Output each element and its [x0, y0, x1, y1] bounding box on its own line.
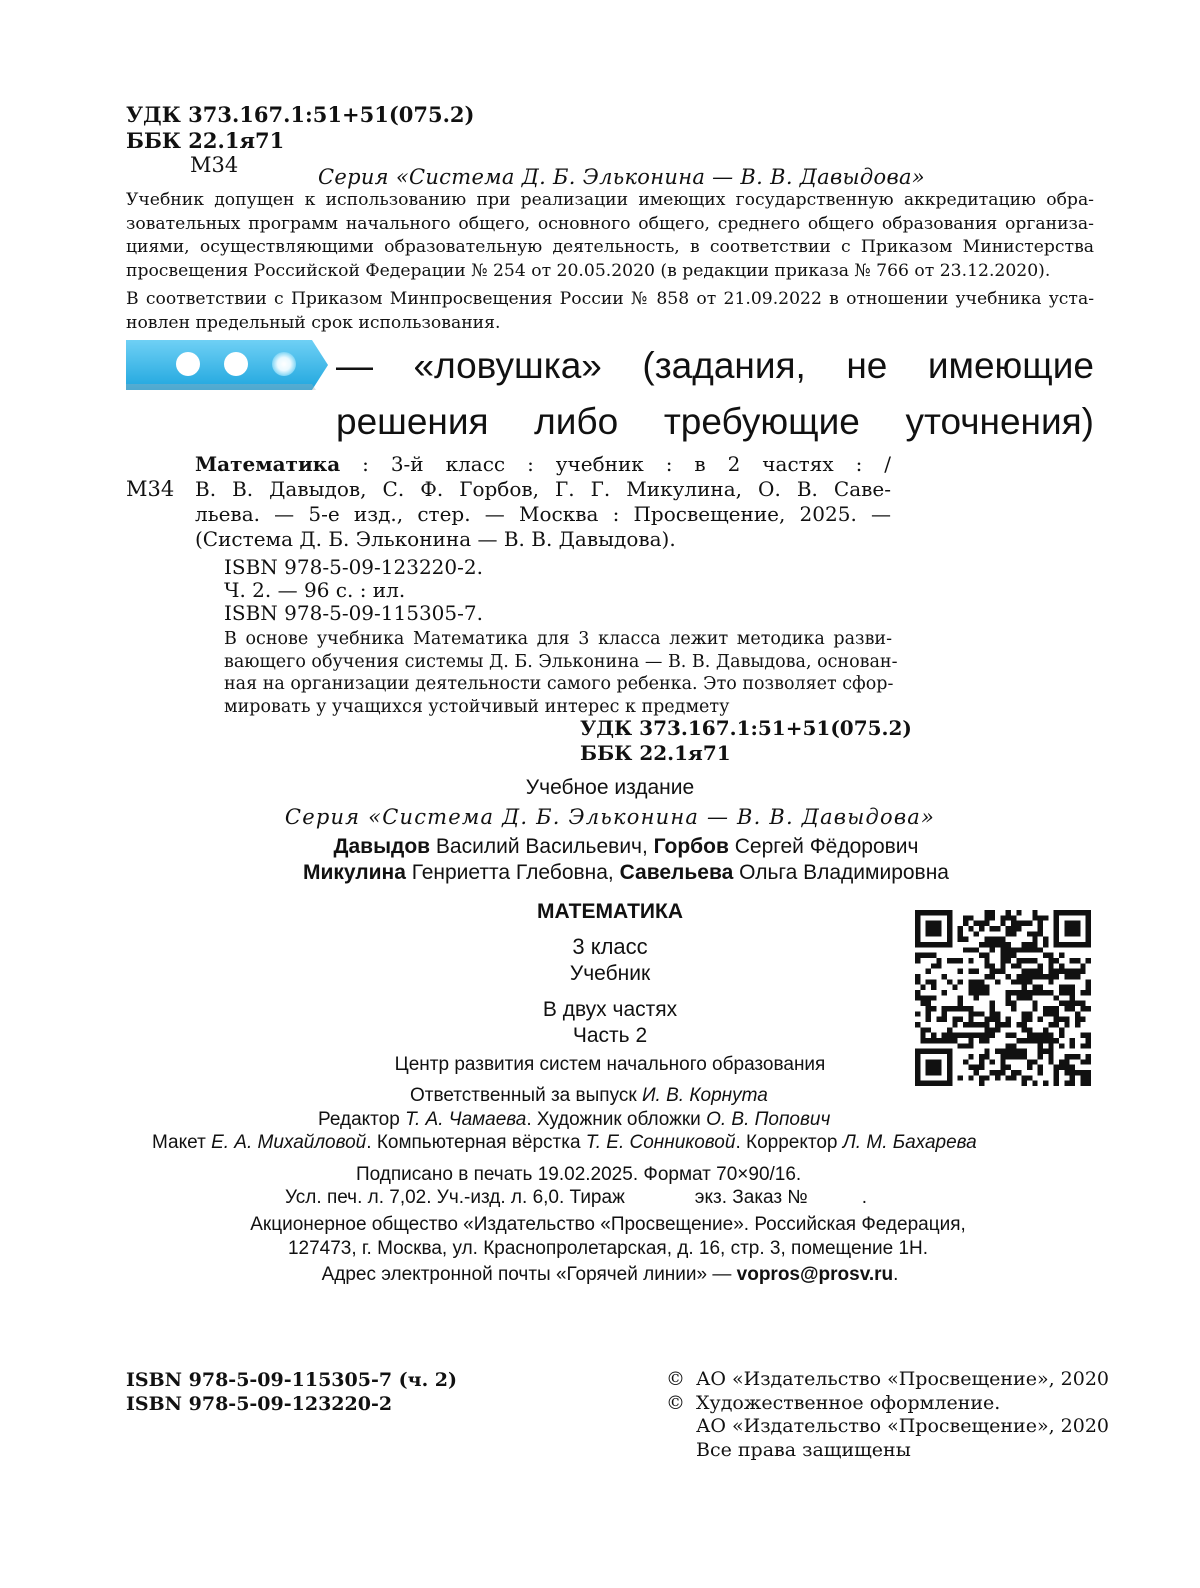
abstract: [224, 628, 898, 718]
credit-name: О. В. Попович: [706, 1109, 831, 1130]
credit-name: И. В. Корнута: [641, 1085, 768, 1106]
hotline-email: [0, 1264, 1200, 1286]
authors-line: [0, 860, 1200, 886]
copyright-symbol: ©: [666, 1391, 685, 1414]
isbn-line: ISBN 978-5-09-115305-7.: [224, 601, 483, 625]
credit-label: . Художник обложки: [526, 1109, 707, 1130]
credit-label: . Корректор: [735, 1132, 843, 1153]
copyright-text: АО «Издательство «Просвещение», 2020: [696, 1368, 1109, 1390]
bib-title-rest: : 3-й класс : учебник : в 2 частях : /: [340, 452, 891, 476]
copyright-text: АО «Издательство «Просвещение», 2020: [696, 1415, 1109, 1437]
trap-legend-line: — «ловушка» (задания, не имеющие: [336, 345, 1094, 386]
author-mark-top: М34: [190, 153, 239, 177]
credit-name: Л. М. Бахарева: [842, 1132, 977, 1153]
publisher-address: [0, 1213, 1200, 1260]
book-title: МАТЕМАТИКА: [537, 900, 683, 923]
print-sheets: [285, 1187, 867, 1209]
author-last-name: Горбов: [653, 835, 729, 858]
credit-editor: [318, 1109, 830, 1131]
isbn-line: Ч. 2. — 96 с. : ил.: [224, 578, 406, 602]
admission-line: просвещения Российской Федерации № 254 от 20.05.2020 (в редакции приказа № 766 от 23.12.2020).: [126, 260, 1051, 281]
copyright-line: [666, 1368, 1109, 1392]
credit-name: Е. А. Михайловой: [211, 1132, 367, 1153]
bib-line: В. В. Давыдов, С. Ф. Горбов, Г. Г. Микулина, О. В. Саве-: [195, 477, 891, 501]
term-line: новлен предельный срок использования.: [126, 312, 501, 333]
credit-name: Т. А. Чамаева: [405, 1109, 527, 1130]
development-center: Центр развития систем начального образования: [394, 1054, 826, 1075]
footer-isbn-line: ISBN 978-5-09-115305-7 (ч. 2): [126, 1369, 458, 1391]
author-mark-bib: М34: [126, 477, 175, 501]
author-last-name: Микулина: [302, 861, 406, 884]
author-first-name: Генриетта Глебовна,: [405, 861, 620, 884]
rights-text: Все права защищены: [696, 1438, 911, 1461]
authors: [0, 834, 1200, 886]
udk-code: УДК 373.167.1:51+51(075.2): [580, 716, 912, 740]
footer-isbn: [126, 1368, 457, 1416]
copyright-line: [666, 1415, 1109, 1439]
trap-icon: [126, 340, 328, 390]
credit-responsible: [410, 1085, 768, 1107]
udk-bbk-bottom: [580, 716, 912, 766]
print-sheets-text: Усл. печ. л. 7,02. Уч.-изд. л. 6,0. Тираж: [285, 1187, 625, 1208]
publisher-line: 127473, г. Москва, ул. Краснопролетарская, д. 16, стр. 3, помещение 1Н.: [287, 1237, 929, 1259]
admission-line: Учебник допущен к использованию при реализации имеющих государственную аккредитацию обра-: [126, 190, 1094, 210]
edition-type: Учебное издание: [525, 776, 695, 799]
trap-dot: [272, 352, 296, 376]
email-label: Адрес электронной почты «Горячей линии» —: [321, 1264, 737, 1285]
email-link[interactable]: vopros@prosv.ru: [736, 1264, 894, 1285]
authors-line: [0, 834, 1200, 860]
credit-label: Ответственный за выпуск: [410, 1085, 642, 1106]
abstract-line: В основе учебника Математика для 3 класса лежит методика разви-: [224, 629, 892, 649]
series-title: Серия «Система Д. Б. Эльконина — В. В. Давыдова»: [284, 805, 936, 829]
credit-label: Редактор: [318, 1109, 406, 1130]
bib-line: (Система Д. Б. Эльконина — В. В. Давыдова).: [195, 527, 676, 551]
admission-line: зовательных программ начального общего, основного общего, среднего общего образования организа-: [126, 213, 1094, 234]
author-first-name: Ольга Владимировна: [733, 861, 949, 884]
email-end: .: [893, 1264, 899, 1285]
credit-label: . Компьютерная вёрстка: [366, 1132, 586, 1153]
bibliographic-record: [195, 452, 891, 552]
parts-count: В двух частях: [542, 998, 678, 1021]
bbk-code: ББК 22.1я71: [580, 741, 731, 765]
author-first-name: Сергей Фёдорович: [728, 835, 919, 858]
credit-layout: [152, 1132, 977, 1154]
author-last-name: Давыдов: [333, 835, 431, 858]
grade: 3 класс: [572, 934, 648, 959]
copyright-block: [666, 1368, 1109, 1462]
abstract-line: вающего обучения системы Д. Б. Эльконина — В. В. Давыдова, основан-: [224, 651, 898, 672]
print-copies-text: экз. Заказ №: [694, 1187, 808, 1208]
copyright-line: [666, 1392, 1109, 1416]
trap-legend-line: решения либо требующие уточнения): [336, 401, 1094, 442]
book-kind: Учебник: [569, 962, 651, 985]
series-title-top: Серия «Система Д. Б. Эльконина — В. В. Давыдова»: [318, 165, 925, 189]
credit-label: Макет: [152, 1132, 212, 1153]
trap-dot: [176, 352, 200, 376]
trap-dot: [224, 352, 248, 376]
copyright-text: Художественное оформление.: [696, 1391, 1001, 1414]
footer-isbn-line: ISBN 978-5-09-123220-2: [126, 1393, 393, 1415]
isbn-line: ISBN 978-5-09-123220-2.: [224, 555, 483, 579]
abstract-line: ная на организации деятельности самого ребенка. Это позволяет сфор-: [224, 674, 894, 694]
part-number: Часть 2: [572, 1024, 648, 1047]
bib-title: Математика: [195, 452, 341, 476]
author-last-name: Савельева: [619, 861, 734, 884]
bbk-code: ББК 22.1я71: [126, 128, 285, 153]
print-signed: Подписано в печать 19.02.2025. Формат 70×90/16.: [356, 1164, 802, 1185]
copyright-symbol: ©: [666, 1368, 685, 1390]
bib-line-title: [195, 452, 891, 477]
qr-code-icon[interactable]: [915, 910, 1091, 1086]
publisher-line: Акционерное общество «Издательство «Просвещение». Российская Федерация,: [250, 1214, 966, 1235]
author-first-name: Василий Васильевич,: [430, 835, 654, 858]
isbn-list: [224, 556, 483, 625]
print-end: .: [861, 1187, 868, 1208]
term-line: В соответствии с Приказом Минпросвещения России № 858 от 21.09.2022 в отношении учебника уста-: [126, 289, 1094, 309]
usage-term-text: [126, 288, 1094, 335]
credit-name: Т. Е. Сонниковой: [585, 1132, 736, 1153]
abstract-line: мировать у учащихся устойчивый интерес к предмету: [224, 696, 730, 717]
admission-text: [126, 189, 1094, 283]
admission-line: циями, осуществляющими образовательную деятельность, в соответствии с Приказом Министерства: [126, 237, 1094, 257]
udk-bbk-top: [126, 102, 474, 154]
udk-code: УДК 373.167.1:51+51(075.2): [126, 102, 475, 127]
rights-line: [666, 1439, 1109, 1463]
trap-legend-text: [336, 338, 1094, 450]
bib-line: льева. — 5-е изд., стер. — Москва : Просвещение, 2025. —: [195, 502, 891, 526]
